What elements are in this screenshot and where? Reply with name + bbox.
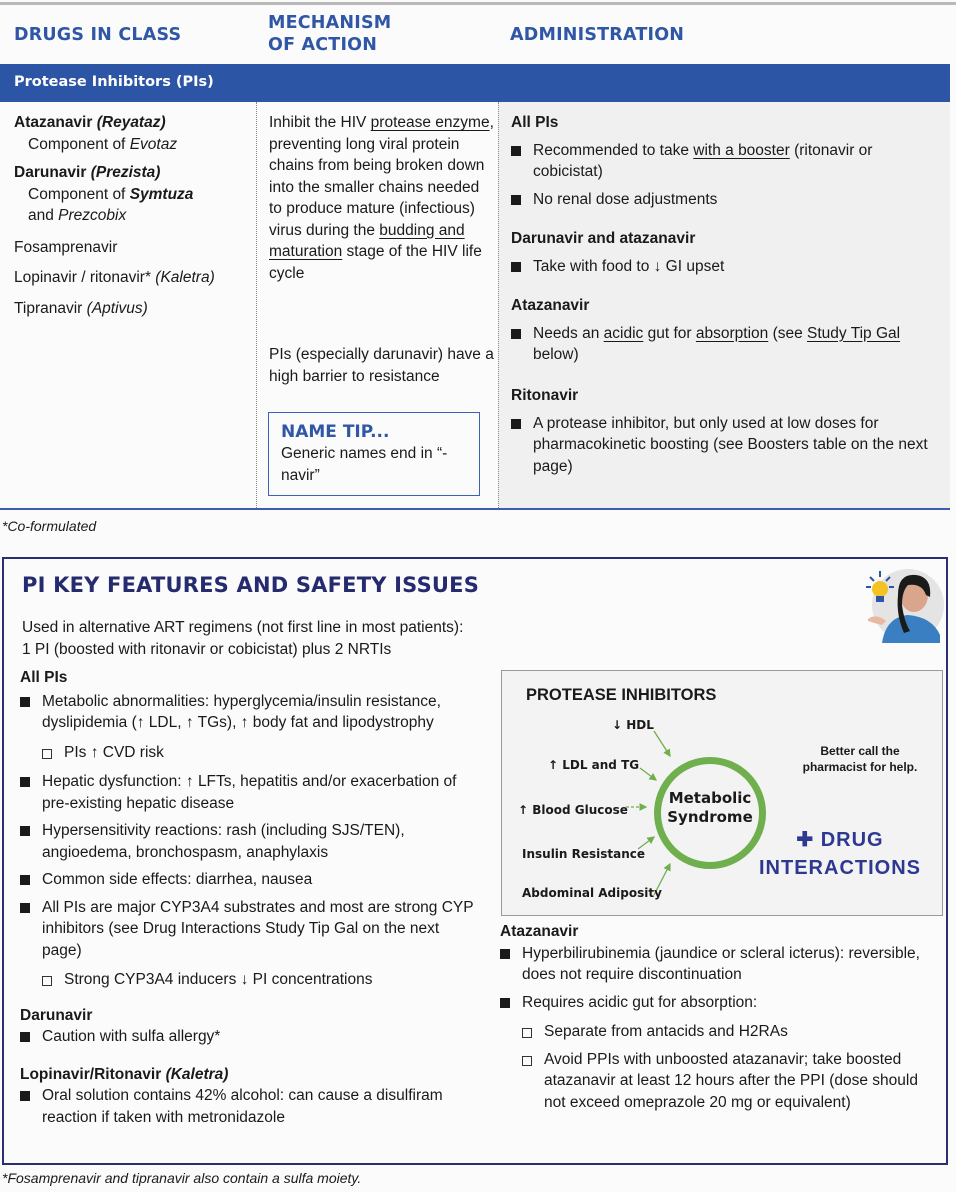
sub-bullet-item: Strong CYP3A4 inducers ↓ PI concentrations bbox=[42, 969, 480, 991]
bullet-item bbox=[511, 140, 941, 183]
center-line: Syndrome bbox=[667, 808, 753, 826]
drug-name: Darunavir bbox=[14, 164, 87, 181]
text-run: (see bbox=[768, 324, 808, 342]
name-tip-title: NAME TIP... bbox=[281, 422, 390, 442]
label-abdominal-adiposity: Abdominal Adiposity bbox=[522, 886, 662, 900]
text-run: gut for bbox=[643, 324, 696, 342]
bullet-item bbox=[511, 323, 941, 366]
label-blood-glucose: ↑ Blood Glucose bbox=[518, 803, 628, 817]
underlined-term: acidic bbox=[603, 324, 644, 342]
ring-center-text bbox=[654, 789, 766, 827]
sub-bullet-item: Separate from antacids and H2RAs bbox=[522, 1021, 940, 1043]
key-features-left bbox=[20, 667, 480, 1128]
sub-bullet-item: PIs ↑ CVD risk bbox=[42, 742, 480, 764]
section-heading: All PIs bbox=[511, 114, 559, 131]
component-and: and bbox=[28, 207, 59, 224]
sub-bullet-item: Avoid PPIs with unboosted atazanavir; take boosted atazanavir at least 12 hours after the PPI (dose should not exceed omeprazole 20 mg or equivalent) bbox=[522, 1049, 940, 1114]
diagram-title: PROTEASE INHIBITORS bbox=[526, 686, 717, 704]
underlined-term: Study Tip Gal bbox=[807, 324, 901, 342]
drug-name: Lopinavir / ritonavir* bbox=[14, 269, 151, 286]
section-heading: All PIs bbox=[20, 669, 68, 686]
component-brand: Prezcobix bbox=[58, 207, 127, 224]
drug-fosamprenavir bbox=[14, 237, 117, 259]
mechanism-text bbox=[269, 112, 494, 284]
label-ldl-tg: ↑ LDL and TG bbox=[548, 758, 640, 772]
administration-column bbox=[498, 102, 950, 508]
underlined-term: with a booster bbox=[693, 141, 790, 159]
section-heading: Darunavir bbox=[20, 1006, 93, 1024]
brand-name: (Aptivus) bbox=[86, 300, 148, 317]
label-hdl: ↓ HDL bbox=[612, 718, 654, 732]
admin-ritonavir bbox=[511, 385, 941, 477]
bullet-item: Take with food to ↓ GI upset bbox=[511, 256, 941, 278]
drug-tipranavir bbox=[14, 298, 148, 320]
section-heading: Atazanavir bbox=[511, 297, 590, 314]
drug-class-bar: Protease Inhibitors (PIs) bbox=[0, 64, 950, 102]
bullet-item: All PIs are major CYP3A4 substrates and most are strong CYP inhibitors (see Drug Interactions Study Tip Gal on the next page) bbox=[20, 897, 480, 962]
drug-name: Fosamprenavir bbox=[14, 239, 118, 256]
study-tip-gal-avatar-icon bbox=[860, 565, 944, 643]
name-tip-box bbox=[268, 412, 480, 496]
intro-line: 1 PI (boosted with ritonavir or cobicistat) plus 2 NRTIs bbox=[22, 640, 392, 658]
text-run: , preventing long viral protein chains from being broken down into the smaller chains needed to produce mature (infectious) virus during the bbox=[269, 114, 494, 239]
key-features-title: PI KEY FEATURES AND SAFETY ISSUES bbox=[22, 573, 480, 597]
center-line: Metabolic bbox=[668, 789, 752, 807]
drug-name: Atazanavir bbox=[14, 114, 93, 131]
footnote: *Fosamprenavir and tipranavir also contain a sulfa moiety. bbox=[2, 1170, 362, 1186]
brand-name: (Kaletra) bbox=[165, 1065, 229, 1083]
admin-darunavir-atazanavir bbox=[511, 228, 941, 277]
header-drugs-in-class: DRUGS IN CLASS bbox=[14, 25, 182, 45]
admin-all-pis bbox=[511, 112, 941, 210]
drug-int-line: INTERACTIONS bbox=[759, 857, 921, 879]
bullet-item: A protease inhibitor, but only used at low doses for pharmacokinetic boosting (see Boosters table on the next page) bbox=[511, 413, 941, 478]
text-run: Inhibit the HIV bbox=[269, 114, 371, 131]
resistance-note: PIs (especially darunavir) have a high barrier to resistance bbox=[269, 346, 494, 385]
bullet-item: Caution with sulfa allergy* bbox=[20, 1026, 480, 1048]
bullet-item: Hyperbilirubinemia (jaundice or scleral icterus): reversible, does not require discontinuation bbox=[500, 943, 940, 986]
bullet-item: Hepatic dysfunction: ↑ LFTs, hepatitis and/or exacerbation of pre-existing hepatic disease bbox=[20, 771, 480, 814]
arrow-hdl bbox=[654, 731, 670, 756]
text-run: Recommended to take bbox=[533, 141, 694, 159]
heading-text: Lopinavir/Ritonavir bbox=[20, 1065, 166, 1083]
bullet-item: Oral solution contains 42% alcohol: can cause a disulfiram reaction if taken with metronidazole bbox=[20, 1085, 480, 1128]
speech-text: Better call the pharmacist for help. bbox=[802, 744, 918, 774]
bullet-item: Common side effects: diarrhea, nausea bbox=[20, 869, 480, 891]
section-heading: Atazanavir bbox=[500, 923, 579, 940]
drug-name: Tipranavir bbox=[14, 300, 83, 317]
section-heading bbox=[20, 1064, 480, 1086]
underlined-term: absorption bbox=[695, 324, 769, 342]
header-mechanism-line1: MECHANISM bbox=[268, 13, 392, 33]
component-brand: Symtuza bbox=[129, 185, 194, 203]
brand-name: (Reyataz) bbox=[96, 114, 166, 131]
key-features-box bbox=[2, 557, 948, 1165]
component-prefix: Component of bbox=[28, 135, 130, 153]
intro-line: Used in alternative ART regimens (not first line in most patients): bbox=[22, 619, 464, 636]
text-run: stage of the HIV life cycle bbox=[269, 243, 482, 282]
section-heading: Darunavir and atazanavir bbox=[511, 230, 696, 247]
drug-lopinavir-ritonavir bbox=[14, 267, 215, 289]
component-brand: Evotaz bbox=[129, 135, 178, 153]
header-mechanism-line2: OF ACTION bbox=[268, 35, 378, 55]
drug-atazanavir bbox=[14, 112, 177, 155]
text-run: (ritonavir or cobicistat) bbox=[533, 141, 873, 180]
drug-darunavir bbox=[14, 162, 193, 227]
component-prefix: Component of bbox=[28, 185, 130, 203]
drug-interactions-label bbox=[750, 826, 930, 882]
header-mechanism bbox=[268, 12, 391, 56]
bullet-item: Metabolic abnormalities: hyperglycemia/insulin resistance, dyslipidemia (↑ LDL, ↑ TGs), ↑ body fat and lipodystrophy bbox=[20, 691, 480, 734]
section-heading: Ritonavir bbox=[511, 387, 579, 404]
underlined-term: budding and maturation bbox=[269, 221, 465, 260]
key-features-intro bbox=[22, 617, 582, 660]
plus-icon: ✚ bbox=[796, 829, 815, 851]
label-insulin-resistance: Insulin Resistance bbox=[522, 847, 646, 861]
bullet-item: Hypersensitivity reactions: rash (including SJS/TEN), angioedema, bronchospasm, anaphylaxis bbox=[20, 820, 480, 863]
text-run: Needs an bbox=[533, 324, 604, 342]
brand-name: (Kaletra) bbox=[155, 269, 215, 286]
underlined-term: protease enzyme bbox=[370, 114, 490, 131]
brand-name: (Prezista) bbox=[90, 164, 161, 181]
table-header bbox=[0, 0, 956, 64]
header-administration: ADMINISTRATION bbox=[510, 25, 685, 45]
bullet-item: No renal dose adjustments bbox=[511, 189, 941, 211]
metabolic-syndrome-diagram bbox=[501, 670, 943, 916]
drugs-column bbox=[0, 102, 256, 508]
arrow-ldl-tg bbox=[640, 768, 656, 780]
name-tip-text: Generic names end in “-navir” bbox=[281, 445, 448, 484]
key-features-right bbox=[500, 921, 940, 1113]
text-run: below) bbox=[533, 346, 579, 363]
drug-int-line: DRUG bbox=[820, 829, 884, 851]
bullet-item: Requires acidic gut for absorption: bbox=[500, 992, 940, 1014]
coformulated-note: *Co-formulated bbox=[2, 518, 97, 534]
admin-atazanavir bbox=[511, 295, 941, 366]
